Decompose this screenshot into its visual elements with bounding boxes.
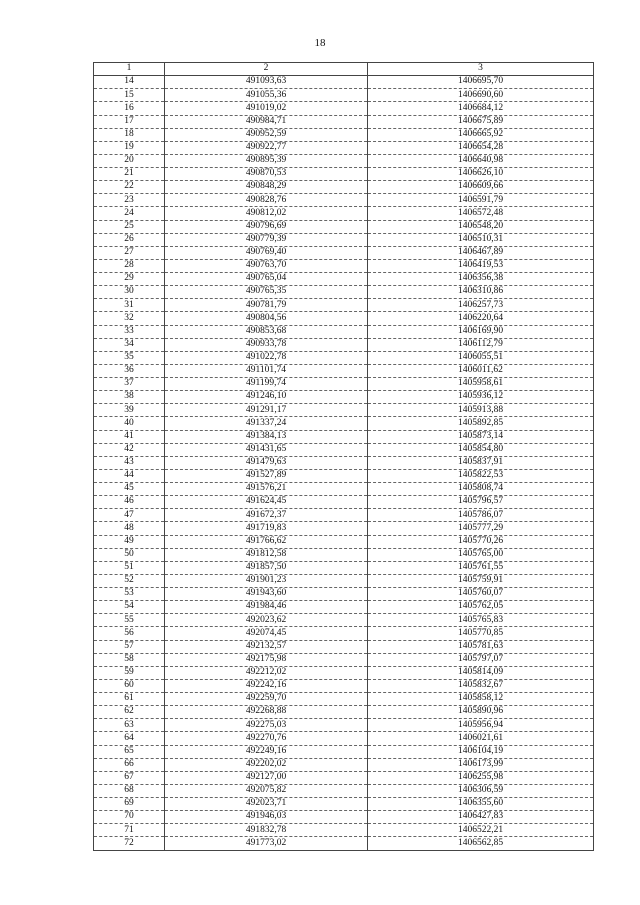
cell-x-coordinate: 491624,45: [165, 496, 368, 509]
table-row: [94, 286, 594, 299]
cell-y-coordinate: 1405765,83: [368, 614, 594, 627]
table-row: [94, 273, 594, 286]
cell-y-coordinate: 1405762,05: [368, 601, 594, 614]
cell-x-coordinate: 490922,77: [165, 141, 368, 154]
table-row: [94, 417, 594, 430]
cell-y-coordinate: 1406257,73: [368, 299, 594, 312]
cell-y-coordinate: 1406572,48: [368, 207, 594, 220]
cell-y-coordinate: 1406675,89: [368, 115, 594, 128]
table-row: [94, 758, 594, 771]
cell-x-coordinate: 490812,02: [165, 207, 368, 220]
cell-x-coordinate: 490804,56: [165, 312, 368, 325]
table-row: [94, 496, 594, 509]
cell-y-coordinate: 1406654,28: [368, 141, 594, 154]
table-row: [94, 483, 594, 496]
cell-x-coordinate: 492023,71: [165, 798, 368, 811]
cell-y-coordinate: 1405781,63: [368, 640, 594, 653]
cell-x-coordinate: 492132,57: [165, 640, 368, 653]
cell-y-coordinate: 1405892,85: [368, 417, 594, 430]
cell-x-coordinate: 491773,02: [165, 837, 368, 850]
coordinates-table: [93, 62, 594, 851]
cell-point-number: 35: [94, 351, 165, 364]
table-row: [94, 548, 594, 561]
cell-y-coordinate: 1406355,60: [368, 798, 594, 811]
cell-y-coordinate: 1405760,07: [368, 588, 594, 601]
cell-point-number: 42: [94, 443, 165, 456]
cell-point-number: 46: [94, 496, 165, 509]
table-row: [94, 745, 594, 758]
table-row: [94, 141, 594, 154]
cell-point-number: 30: [94, 286, 165, 299]
cell-point-number: 40: [94, 417, 165, 430]
cell-y-coordinate: 1406306,59: [368, 784, 594, 797]
cell-point-number: 62: [94, 706, 165, 719]
cell-point-number: 54: [94, 601, 165, 614]
cell-x-coordinate: 490853,68: [165, 325, 368, 338]
cell-y-coordinate: 1406173,99: [368, 758, 594, 771]
cell-y-coordinate: 1405832,67: [368, 679, 594, 692]
cell-x-coordinate: 491055,36: [165, 89, 368, 102]
cell-x-coordinate: 492270,76: [165, 732, 368, 745]
table-row: [94, 456, 594, 469]
table-row: [94, 771, 594, 784]
cell-y-coordinate: 1406356,38: [368, 273, 594, 286]
cell-x-coordinate: 490769,40: [165, 246, 368, 259]
table-row: [94, 154, 594, 167]
cell-point-number: 58: [94, 653, 165, 666]
cell-point-number: 69: [94, 798, 165, 811]
table-row: [94, 312, 594, 325]
cell-point-number: 15: [94, 89, 165, 102]
cell-x-coordinate: 490828,76: [165, 194, 368, 207]
cell-point-number: 18: [94, 128, 165, 141]
cell-point-number: 17: [94, 115, 165, 128]
cell-y-coordinate: 1406690,60: [368, 89, 594, 102]
cell-point-number: 51: [94, 561, 165, 574]
cell-y-coordinate: 1406104,19: [368, 745, 594, 758]
cell-point-number: 19: [94, 141, 165, 154]
cell-point-number: 39: [94, 404, 165, 417]
cell-y-coordinate: 1406021,61: [368, 732, 594, 745]
cell-x-coordinate: 490763,70: [165, 259, 368, 272]
cell-y-coordinate: 1406640,98: [368, 154, 594, 167]
cell-point-number: 72: [94, 837, 165, 850]
cell-point-number: 61: [94, 693, 165, 706]
table-header: [94, 63, 594, 76]
table-row: [94, 614, 594, 627]
cell-x-coordinate: 490933,78: [165, 338, 368, 351]
table-row: [94, 535, 594, 548]
cell-x-coordinate: 491719,83: [165, 522, 368, 535]
table-row: [94, 246, 594, 259]
cell-point-number: 23: [94, 194, 165, 207]
cell-x-coordinate: 491946,03: [165, 811, 368, 824]
table-row: [94, 430, 594, 443]
cell-y-coordinate: 1405770,26: [368, 535, 594, 548]
cell-y-coordinate: 1406467,89: [368, 246, 594, 259]
cell-point-number: 32: [94, 312, 165, 325]
cell-x-coordinate: 492075,82: [165, 784, 368, 797]
cell-y-coordinate: 1406548,20: [368, 220, 594, 233]
cell-point-number: 67: [94, 771, 165, 784]
cell-point-number: 60: [94, 679, 165, 692]
cell-point-number: 57: [94, 640, 165, 653]
cell-point-number: 33: [94, 325, 165, 338]
cell-y-coordinate: 1405765,00: [368, 548, 594, 561]
cell-x-coordinate: 492259,70: [165, 693, 368, 706]
cell-x-coordinate: 491766,62: [165, 535, 368, 548]
cell-x-coordinate: 490984,71: [165, 115, 368, 128]
table-row: [94, 561, 594, 574]
cell-x-coordinate: 490779,39: [165, 233, 368, 246]
cell-y-coordinate: 1405759,91: [368, 574, 594, 587]
table-row: [94, 259, 594, 272]
cell-x-coordinate: 491812,58: [165, 548, 368, 561]
cell-x-coordinate: 490895,39: [165, 154, 368, 167]
cell-y-coordinate: 1406427,83: [368, 811, 594, 824]
cell-point-number: 28: [94, 259, 165, 272]
cell-x-coordinate: 492175,98: [165, 653, 368, 666]
cell-y-coordinate: 1405958,61: [368, 378, 594, 391]
cell-y-coordinate: 1405956,94: [368, 719, 594, 732]
cell-y-coordinate: 1405786,07: [368, 509, 594, 522]
cell-y-coordinate: 1405797,07: [368, 653, 594, 666]
cell-x-coordinate: 490952,59: [165, 128, 368, 141]
table-row: [94, 115, 594, 128]
cell-point-number: 38: [94, 391, 165, 404]
cell-x-coordinate: 492202,02: [165, 758, 368, 771]
cell-x-coordinate: 490765,04: [165, 273, 368, 286]
table-row: [94, 233, 594, 246]
cell-x-coordinate: 491022,78: [165, 351, 368, 364]
cell-x-coordinate: 490796,69: [165, 220, 368, 233]
cell-x-coordinate: 491672,37: [165, 509, 368, 522]
table-row: [94, 207, 594, 220]
cell-point-number: 26: [94, 233, 165, 246]
table-row: [94, 706, 594, 719]
cell-point-number: 37: [94, 378, 165, 391]
cell-point-number: 49: [94, 535, 165, 548]
cell-y-coordinate: 1406419,53: [368, 259, 594, 272]
table-row: [94, 338, 594, 351]
cell-point-number: 24: [94, 207, 165, 220]
cell-point-number: 48: [94, 522, 165, 535]
table-body: [94, 76, 594, 850]
table-row: [94, 732, 594, 745]
cell-y-coordinate: 1406255,98: [368, 771, 594, 784]
cell-point-number: 36: [94, 364, 165, 377]
cell-point-number: 41: [94, 430, 165, 443]
table-row: [94, 627, 594, 640]
cell-y-coordinate: 1406562,85: [368, 837, 594, 850]
table-row: [94, 574, 594, 587]
cell-y-coordinate: 1405890,96: [368, 706, 594, 719]
cell-x-coordinate: 491337,24: [165, 417, 368, 430]
cell-y-coordinate: 1406310,86: [368, 286, 594, 299]
table-row: [94, 811, 594, 824]
cell-x-coordinate: 492268,88: [165, 706, 368, 719]
cell-point-number: 47: [94, 509, 165, 522]
cell-y-coordinate: 1406609,66: [368, 181, 594, 194]
cell-x-coordinate: 491984,46: [165, 601, 368, 614]
table-row: [94, 837, 594, 850]
cell-y-coordinate: 1405913,88: [368, 404, 594, 417]
cell-x-coordinate: 491019,02: [165, 102, 368, 115]
cell-point-number: 34: [94, 338, 165, 351]
cell-x-coordinate: 491527,89: [165, 469, 368, 482]
cell-y-coordinate: 1406684,12: [368, 102, 594, 115]
cell-y-coordinate: 1405770,85: [368, 627, 594, 640]
cell-y-coordinate: 1406220,64: [368, 312, 594, 325]
cell-point-number: 64: [94, 732, 165, 745]
cell-y-coordinate: 1406665,92: [368, 128, 594, 141]
cell-y-coordinate: 1405873,14: [368, 430, 594, 443]
cell-point-number: 29: [94, 273, 165, 286]
cell-y-coordinate: 1405854,80: [368, 443, 594, 456]
cell-y-coordinate: 1405858,12: [368, 693, 594, 706]
cell-y-coordinate: 1406011,62: [368, 364, 594, 377]
table-row: [94, 784, 594, 797]
cell-y-coordinate: 1406169,90: [368, 325, 594, 338]
cell-y-coordinate: 1405814,09: [368, 666, 594, 679]
cell-point-number: 53: [94, 588, 165, 601]
table-row: [94, 679, 594, 692]
table-row: [94, 351, 594, 364]
header-row: [94, 63, 594, 76]
cell-x-coordinate: 490848,29: [165, 181, 368, 194]
cell-x-coordinate: 491246,10: [165, 391, 368, 404]
table-row: [94, 194, 594, 207]
cell-point-number: 71: [94, 824, 165, 837]
cell-x-coordinate: 490765,35: [165, 286, 368, 299]
table-row: [94, 181, 594, 194]
header-x-coordinate: 2: [165, 63, 368, 76]
cell-point-number: 25: [94, 220, 165, 233]
cell-point-number: 66: [94, 758, 165, 771]
cell-point-number: 70: [94, 811, 165, 824]
cell-point-number: 68: [94, 784, 165, 797]
cell-y-coordinate: 1406055,51: [368, 351, 594, 364]
cell-point-number: 52: [94, 574, 165, 587]
cell-point-number: 65: [94, 745, 165, 758]
table-row: [94, 220, 594, 233]
table-row: [94, 89, 594, 102]
cell-point-number: 27: [94, 246, 165, 259]
cell-x-coordinate: 492242,16: [165, 679, 368, 692]
table-row: [94, 509, 594, 522]
table-row: [94, 128, 594, 141]
table-row: [94, 824, 594, 837]
cell-x-coordinate: 491291,17: [165, 404, 368, 417]
table-row: [94, 443, 594, 456]
cell-y-coordinate: 1406522,21: [368, 824, 594, 837]
header-y-coordinate: 3: [368, 63, 594, 76]
table-row: [94, 522, 594, 535]
cell-point-number: 63: [94, 719, 165, 732]
cell-x-coordinate: 491576,21: [165, 483, 368, 496]
table-row: [94, 391, 594, 404]
cell-point-number: 14: [94, 76, 165, 89]
cell-x-coordinate: 492249,16: [165, 745, 368, 758]
cell-y-coordinate: 1405936,12: [368, 391, 594, 404]
cell-x-coordinate: 491199,74: [165, 378, 368, 391]
cell-x-coordinate: 491101,74: [165, 364, 368, 377]
table-row: [94, 76, 594, 89]
cell-x-coordinate: 492074,45: [165, 627, 368, 640]
table-row: [94, 469, 594, 482]
cell-x-coordinate: 491431,65: [165, 443, 368, 456]
cell-x-coordinate: 491943,60: [165, 588, 368, 601]
cell-y-coordinate: 1406695,70: [368, 76, 594, 89]
table-row: [94, 364, 594, 377]
cell-x-coordinate: 491857,50: [165, 561, 368, 574]
cell-x-coordinate: 490781,79: [165, 299, 368, 312]
cell-point-number: 21: [94, 168, 165, 181]
cell-x-coordinate: 491479,63: [165, 456, 368, 469]
cell-point-number: 55: [94, 614, 165, 627]
cell-y-coordinate: 1405837,91: [368, 456, 594, 469]
cell-point-number: 45: [94, 483, 165, 496]
cell-x-coordinate: 492127,00: [165, 771, 368, 784]
table-row: [94, 404, 594, 417]
table-row: [94, 378, 594, 391]
table-row: [94, 798, 594, 811]
cell-point-number: 56: [94, 627, 165, 640]
cell-x-coordinate: 492212,02: [165, 666, 368, 679]
cell-y-coordinate: 1405796,57: [368, 496, 594, 509]
cell-x-coordinate: 491901,23: [165, 574, 368, 587]
header-point-number: 1: [94, 63, 165, 76]
cell-y-coordinate: 1405761,55: [368, 561, 594, 574]
table-row: [94, 325, 594, 338]
cell-point-number: 43: [94, 456, 165, 469]
cell-y-coordinate: 1406112,79: [368, 338, 594, 351]
table-row: [94, 588, 594, 601]
table-row: [94, 640, 594, 653]
cell-x-coordinate: 490870,53: [165, 168, 368, 181]
cell-y-coordinate: 1406510,31: [368, 233, 594, 246]
cell-point-number: 50: [94, 548, 165, 561]
table-row: [94, 719, 594, 732]
page-number: 18: [314, 37, 326, 49]
table-row: [94, 693, 594, 706]
cell-y-coordinate: 1406626,10: [368, 168, 594, 181]
table-row: [94, 653, 594, 666]
cell-y-coordinate: 1406591,79: [368, 194, 594, 207]
cell-y-coordinate: 1405822,53: [368, 469, 594, 482]
cell-x-coordinate: 491832,78: [165, 824, 368, 837]
table-row: [94, 168, 594, 181]
cell-point-number: 59: [94, 666, 165, 679]
cell-y-coordinate: 1405777,29: [368, 522, 594, 535]
cell-point-number: 20: [94, 154, 165, 167]
cell-x-coordinate: 492023,62: [165, 614, 368, 627]
table-row: [94, 666, 594, 679]
cell-point-number: 31: [94, 299, 165, 312]
cell-point-number: 44: [94, 469, 165, 482]
cell-x-coordinate: 492275,03: [165, 719, 368, 732]
cell-y-coordinate: 1405808,74: [368, 483, 594, 496]
table-row: [94, 601, 594, 614]
table-row: [94, 102, 594, 115]
cell-x-coordinate: 491093,63: [165, 76, 368, 89]
table-row: [94, 299, 594, 312]
cell-point-number: 22: [94, 181, 165, 194]
cell-point-number: 16: [94, 102, 165, 115]
cell-x-coordinate: 491384,13: [165, 430, 368, 443]
